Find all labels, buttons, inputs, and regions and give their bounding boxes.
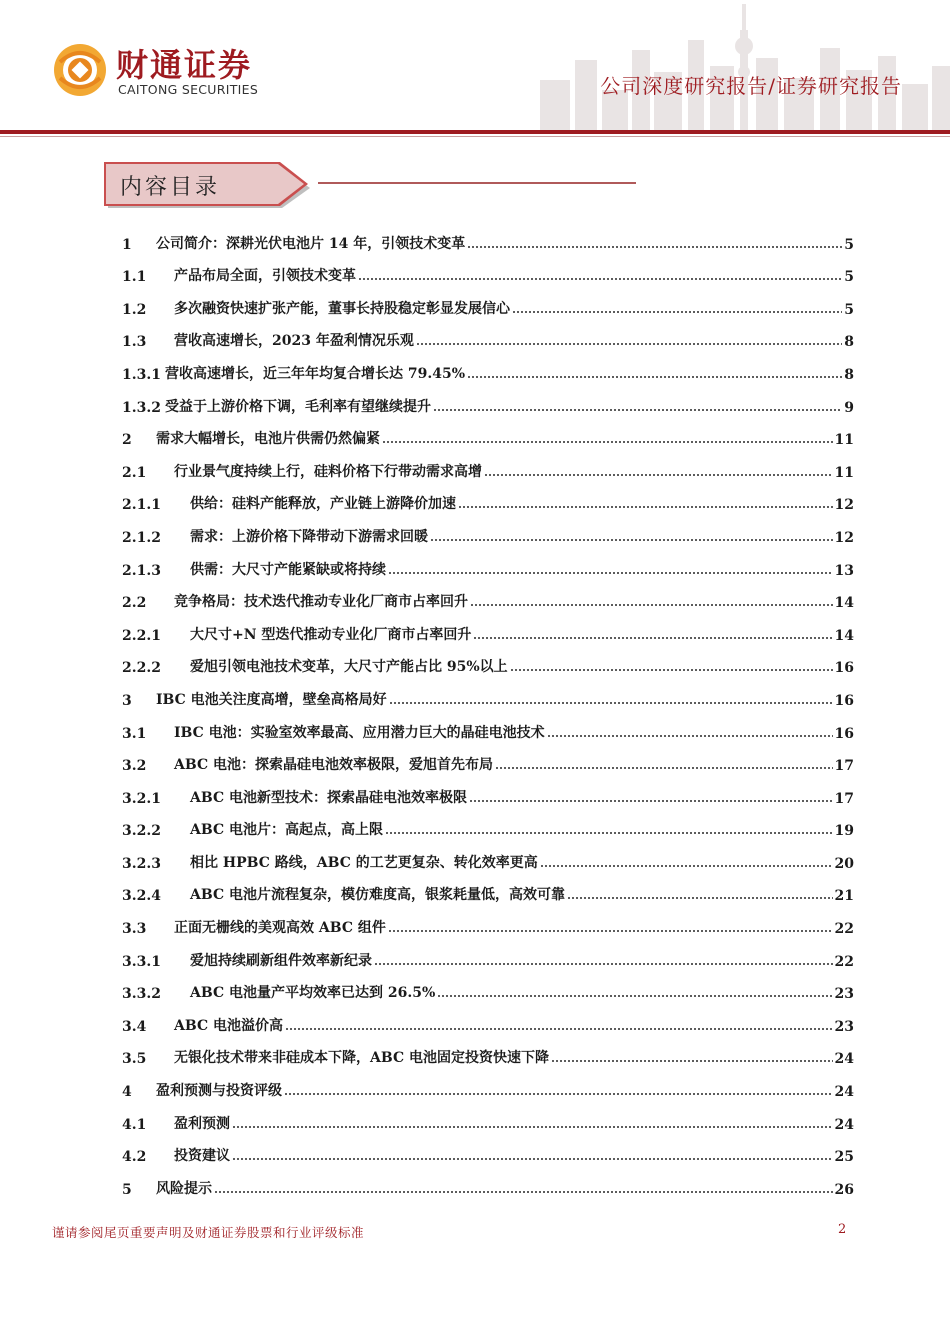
toc-entry-number: 3.5: [122, 1051, 147, 1068]
toc-entry-title: 受益于上游价格下调，毛利率有望继续提升: [164, 398, 431, 415]
toc-entry-number: 3.2: [122, 758, 147, 775]
toc-leader-dots: [388, 921, 833, 933]
toc-entry-title: ABC 电池量产平均效率已达到 26.5%: [190, 985, 436, 1002]
toc-entry-title: 无银化技术带来非硅成本下降，ABC 电池固定投资快速下降: [174, 1050, 549, 1067]
header-divider-thin: [0, 136, 950, 137]
toc-entry-number: 3.2.2: [122, 823, 161, 840]
toc-entry-number: 2.1.1: [122, 497, 161, 514]
toc-entry-title: IBC 电池：实验室效率最高、应用潜力巨大的晶硅电池技术: [174, 724, 545, 741]
toc-entry[interactable]: [122, 448, 854, 481]
toc-entry[interactable]: [122, 546, 854, 579]
toc-entry-number: 2: [122, 432, 132, 449]
toc-entry[interactable]: [122, 970, 854, 1003]
toc-entry[interactable]: [122, 253, 854, 286]
toc-entry[interactable]: [122, 676, 854, 709]
toc-entry-number: 3.4: [122, 1018, 147, 1035]
toc-entry-page: 24: [834, 1051, 854, 1068]
toc-entry-page: 22: [834, 921, 854, 938]
toc-entry-number: 3.2.1: [122, 790, 161, 807]
toc-entry-number: 3: [122, 692, 132, 709]
toc-entry-title: 爱旭引领电池技术变革，大尺寸产能占比 95%以上: [190, 659, 508, 676]
toc-entry-title: 风险提示: [156, 1180, 212, 1197]
toc-leader-dots: [232, 1117, 833, 1129]
toc-leader-dots: [540, 856, 833, 868]
toc-entry-page: 23: [834, 1018, 854, 1035]
toc-leader-dots: [458, 497, 833, 509]
toc-entry-page: 25: [834, 1149, 854, 1166]
toc-entry[interactable]: [122, 709, 854, 742]
toc-entry[interactable]: [122, 579, 854, 612]
toc-leader-dots: [467, 367, 842, 379]
toc-leader-dots: [433, 400, 842, 412]
toc-entry-number: 2.2: [122, 595, 147, 612]
toc-leader-dots: [388, 563, 833, 575]
toc-entry-page: 17: [834, 758, 854, 775]
toc-entry-page: 5: [844, 301, 854, 318]
logo-english-text: CAITONG SECURITIES: [118, 82, 259, 97]
toc-entry-number: 2.1.2: [122, 529, 161, 546]
toc-entry[interactable]: [122, 318, 854, 351]
toc-entry-page: 11: [834, 432, 854, 449]
toc-leader-dots: [512, 302, 842, 314]
toc-entry-number: 3.3: [122, 921, 147, 938]
toc-entry-page: 16: [834, 692, 854, 709]
toc-entry-page: 8: [844, 334, 854, 351]
toc-entry-page: 24: [834, 1084, 854, 1101]
toc-entry-page: 20: [834, 855, 854, 872]
toc-entry-title: 行业景气度持续上行，硅料价格下行带动需求高增: [174, 463, 482, 480]
toc-entry-title: 供给：硅料产能释放，产业链上游降价加速: [190, 496, 456, 513]
toc-entry-title: 大尺寸+N 型迭代推动专业化厂商市占率回升: [190, 626, 472, 643]
city-skyline-watermark: [530, 0, 950, 132]
page-number: 2: [838, 1222, 847, 1237]
toc-entry[interactable]: [122, 1133, 854, 1166]
toc-entry[interactable]: [122, 1067, 854, 1100]
toc-entry-title: 公司简介：深耕光伏电池片 14 年，引领技术变革: [156, 235, 466, 252]
toc-entry-page: 21: [834, 888, 854, 905]
toc-entry-number: 1.3: [122, 334, 147, 351]
toc-leader-dots: [551, 1051, 833, 1063]
toc-entry-number: 1.2: [122, 301, 147, 318]
toc-title-rule: [318, 182, 636, 184]
toc-entry-number: 3.1: [122, 725, 147, 742]
toc-entry[interactable]: [122, 513, 854, 546]
toc-leader-dots: [389, 693, 833, 705]
toc-leader-dots: [430, 530, 833, 542]
toc-entry-title: 盈利预测与投资评级: [156, 1083, 282, 1100]
toc-leader-dots: [567, 888, 833, 900]
toc-entry[interactable]: [122, 1100, 854, 1133]
toc-entry[interactable]: [122, 904, 854, 937]
toc-entry-number: 1.3.2: [122, 399, 161, 416]
toc-entry-page: 22: [834, 953, 854, 970]
toc-entry-page: 5: [844, 236, 854, 253]
toc-entry-title: 产品布局全面，引领技术变革: [174, 268, 356, 285]
toc-list: [122, 220, 854, 1198]
toc-entry-title: ABC 电池溢价高: [174, 1017, 283, 1034]
toc-entry-page: 16: [834, 725, 854, 742]
toc-entry-title: 正面无栅线的美观高效 ABC 组件: [174, 920, 386, 937]
toc-entry[interactable]: [122, 742, 854, 775]
toc-entry-title: ABC 电池片：高起点，高上限: [190, 822, 383, 839]
toc-entry-page: 9: [844, 399, 854, 416]
toc-entry-title: 营收高速增长，近三年年均复合增长达 79.45%: [164, 365, 465, 382]
toc-leader-dots: [285, 1019, 833, 1031]
toc-entry-title: ABC 电池片流程复杂，模仿难度高，银浆耗量低，高效可靠: [190, 887, 565, 904]
toc-leader-dots: [510, 660, 833, 672]
footer-disclaimer: 谨请参阅尾页重要声明及财通证券股票和行业评级标准: [52, 1225, 365, 1240]
toc-leader-dots: [470, 595, 833, 607]
toc-entry-title: 爱旭持续刷新组件效率新纪录: [190, 952, 372, 969]
toc-leader-dots: [374, 954, 833, 966]
toc-leader-dots: [385, 823, 833, 835]
toc-entry-number: 1.3.1: [122, 366, 161, 383]
toc-entry-number: 2.2.2: [122, 660, 161, 677]
toc-leader-dots: [284, 1084, 833, 1096]
toc-entry-number: 4.1: [122, 1116, 147, 1133]
toc-leader-dots: [469, 791, 833, 803]
logo-chinese-text: 财通证券: [116, 46, 253, 84]
toc-entry[interactable]: [122, 350, 854, 383]
toc-entry[interactable]: [122, 481, 854, 514]
toc-entry[interactable]: [122, 611, 854, 644]
toc-entry-title: 需求：上游价格下降带动下游需求回暖: [190, 528, 428, 545]
toc-leader-dots: [547, 726, 833, 738]
toc-leader-dots: [416, 334, 842, 346]
toc-entry-title: 营收高速增长，2023 年盈利情况乐观: [174, 333, 414, 350]
toc-entry-page: 12: [834, 497, 854, 514]
toc-entry-number: 1.1: [122, 269, 147, 286]
toc-leader-dots: [473, 628, 832, 640]
toc-entry-title: 投资建议: [174, 1148, 230, 1165]
toc-leader-dots: [495, 758, 833, 770]
toc-entry[interactable]: [122, 220, 854, 253]
toc-entry-number: 3.3.2: [122, 986, 161, 1003]
toc-entry-title: ABC 电池新型技术：探索晶硅电池效率极限: [190, 789, 467, 806]
toc-entry-page: 19: [834, 823, 854, 840]
toc-entry[interactable]: [122, 416, 854, 449]
toc-entry[interactable]: [122, 937, 854, 970]
toc-entry-title: 供需：大尺寸产能紧缺或将持续: [190, 561, 386, 578]
toc-entry-number: 3.3.1: [122, 953, 161, 970]
toc-entry-number: 5: [122, 1181, 132, 1198]
toc-entry-number: 3.2.3: [122, 855, 161, 872]
caitong-logo-icon: [52, 42, 108, 98]
toc-entry-number: 2.1.3: [122, 562, 161, 579]
toc-leader-dots: [232, 1149, 833, 1161]
toc-entry-page: 8: [844, 366, 854, 383]
toc-entry-number: 3.2.4: [122, 888, 161, 905]
toc-leader-dots: [467, 237, 842, 249]
toc-entry-title: 相比 HPBC 路线，ABC 的工艺更复杂、转化效率更高: [190, 854, 538, 871]
toc-entry-title: 竞争格局：技术迭代推动专业化厂商市占率回升: [174, 594, 468, 611]
toc-entry[interactable]: [122, 807, 854, 840]
toc-entry-number: 2.1: [122, 464, 147, 481]
report-type-label: 公司深度研究报告/证券研究报告: [600, 74, 902, 98]
toc-entry-title: 多次融资快速扩张产能，董事长持股稳定彰显发展信心: [174, 300, 510, 317]
toc-entry-page: 11: [834, 464, 854, 481]
toc-leader-dots: [358, 269, 842, 281]
toc-entry[interactable]: [122, 774, 854, 807]
toc-entry-page: 14: [834, 627, 854, 644]
toc-leader-dots: [437, 986, 832, 998]
toc-entry-page: 5: [844, 269, 854, 286]
toc-entry-page: 24: [834, 1116, 854, 1133]
toc-entry[interactable]: [122, 285, 854, 318]
toc-entry-number: 2.2.1: [122, 627, 161, 644]
toc-entry[interactable]: [122, 383, 854, 416]
toc-leader-dots: [382, 432, 833, 444]
toc-entry-page: 12: [834, 529, 854, 546]
toc-entry-title: 盈利预测: [174, 1115, 230, 1132]
header-divider: [0, 130, 950, 134]
toc-entry-page: 26: [834, 1181, 854, 1198]
toc-leader-dots: [214, 1182, 833, 1194]
toc-entry-number: 4: [122, 1084, 132, 1101]
toc-entry-title: 需求大幅增长，电池片供需仍然偏紧: [156, 431, 380, 448]
toc-entry[interactable]: [122, 1002, 854, 1035]
toc-entry[interactable]: [122, 872, 854, 905]
toc-entry-number: 1: [122, 236, 132, 253]
toc-entry-page: 17: [834, 790, 854, 807]
toc-entry[interactable]: [122, 1165, 854, 1198]
toc-leader-dots: [484, 465, 833, 477]
toc-entry-title: ABC 电池：探索晶硅电池效率极限，爱旭首先布局: [174, 757, 493, 774]
toc-title: 内容目录: [120, 175, 221, 200]
toc-entry[interactable]: [122, 1035, 854, 1068]
toc-entry-title: IBC 电池关注度高增，壁垒高格局好: [156, 691, 387, 708]
page-header: [0, 0, 950, 140]
toc-entry-page: 16: [834, 660, 854, 677]
toc-entry-page: 14: [834, 595, 854, 612]
toc-entry[interactable]: [122, 839, 854, 872]
toc-entry[interactable]: [122, 644, 854, 677]
toc-entry-page: 13: [834, 562, 854, 579]
toc-entry-page: 23: [834, 986, 854, 1003]
toc-entry-number: 4.2: [122, 1149, 147, 1166]
